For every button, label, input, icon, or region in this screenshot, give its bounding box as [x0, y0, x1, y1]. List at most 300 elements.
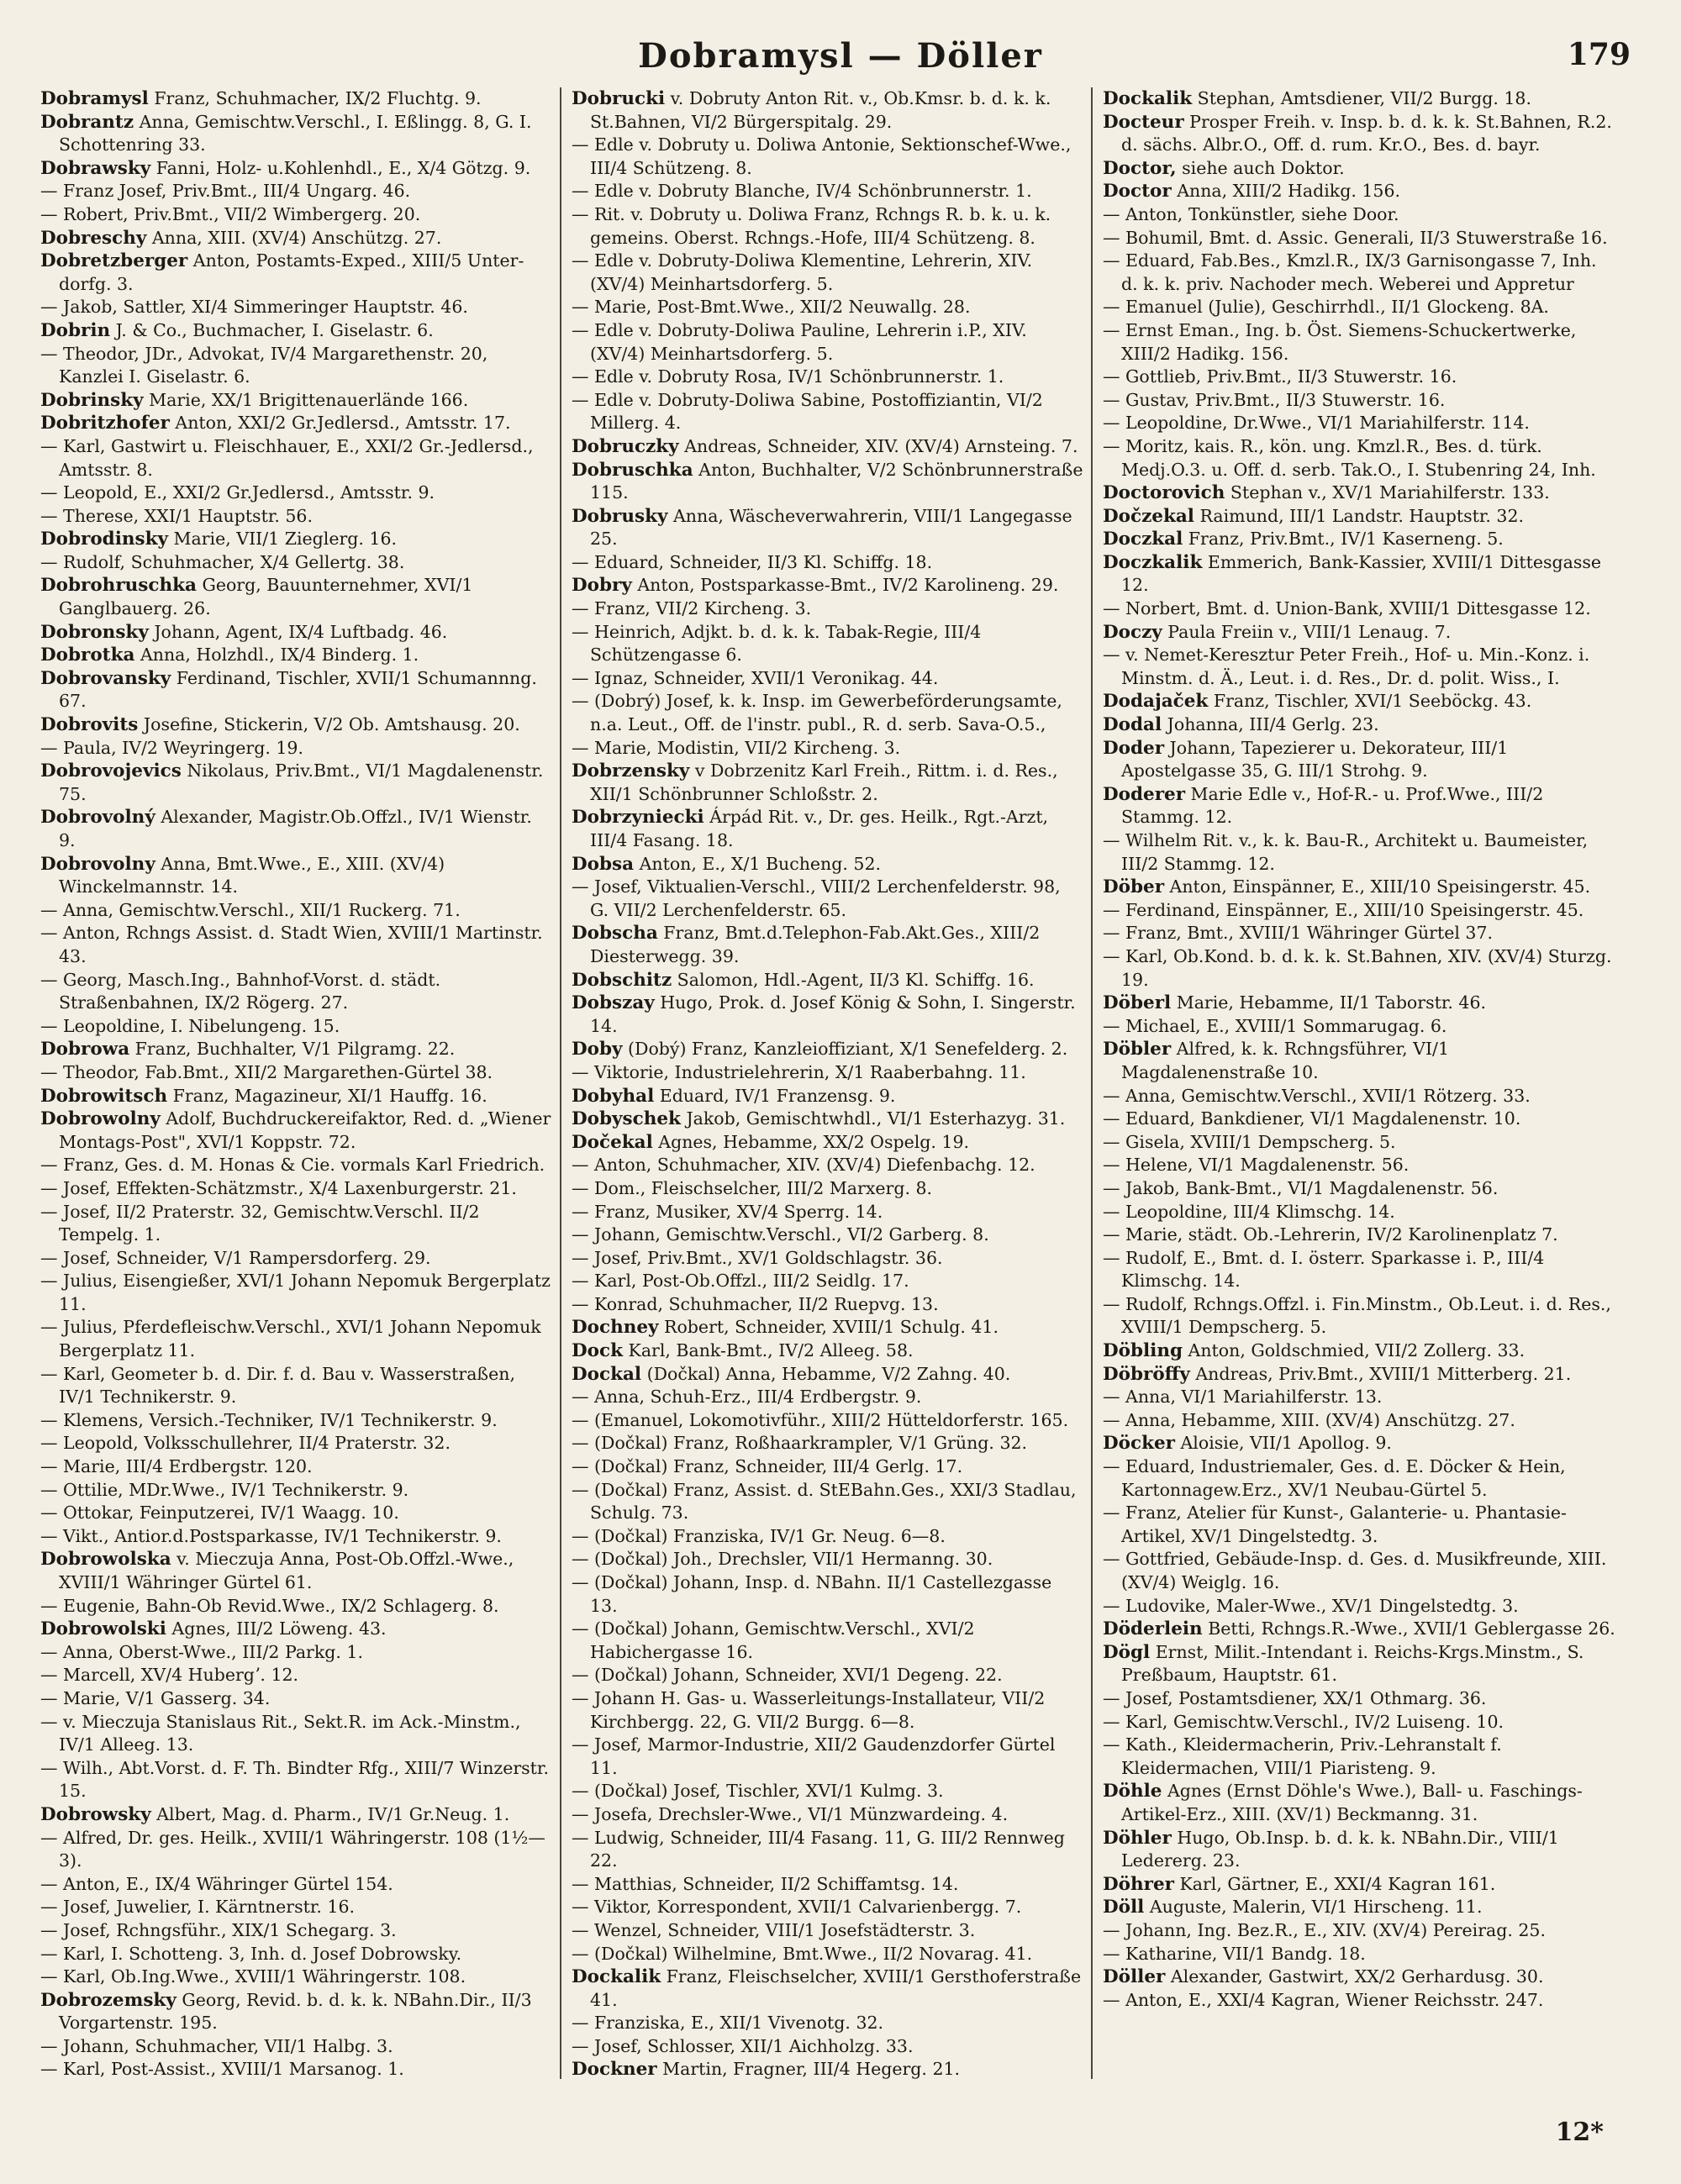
entry-details: — Rudolf, Schuhmacher, X/4 Gellertg. 38. — [40, 551, 405, 572]
directory-entry — [572, 1896, 1084, 1919]
directory-entry — [40, 1270, 553, 1316]
directory-entry — [572, 1780, 1084, 1803]
entry-details: — Anna, Gemischtw.Verschl., XVII/1 Rötzerg. 33. — [1103, 1085, 1531, 1106]
entry-details: — Marie, III/4 Erdbergstr. 120. — [40, 1456, 313, 1477]
directory-entry — [1103, 1455, 1615, 1502]
directory-entry — [1103, 1247, 1615, 1293]
directory-column-2 — [572, 87, 1084, 2079]
directory-entry — [1103, 389, 1615, 413]
entry-details: — Gottlieb, Priv.Bmt., II/3 Stuwerstr. 16. — [1103, 366, 1457, 387]
entry-details: — Ludwig, Schneider, III/4 Fasang. 11, G. III/2 Rennweg 22. — [572, 1827, 1065, 1871]
entry-surname: Dobramysl — [40, 88, 149, 109]
entry-details: Andreas, Schneider, XIV. (XV/4) Arnsteing. 7. — [678, 435, 1078, 456]
entry-surname: Doczkal — [1103, 529, 1183, 550]
directory-entry — [40, 1409, 553, 1433]
entry-details: Ferdinand, Tischler, XVII/1 Schumannng. 67. — [59, 667, 537, 712]
directory-column-1 — [40, 87, 553, 2079]
directory-entry — [40, 1061, 553, 1085]
directory-entry — [572, 1108, 1084, 1131]
directory-entry — [1103, 1618, 1615, 1641]
column-divider — [560, 87, 561, 2079]
directory-entry — [572, 876, 1084, 922]
entry-surname: Docteur — [1103, 111, 1184, 133]
entry-details: — Eduard, Fab.Bes., Kmzl.R., IX/3 Garnisongasse 7, Inh. d. k. k. priv. Nachoder mech. Weberei und Appretur — [1103, 250, 1597, 294]
entry-details: Georg, Bauunternehmer, XVI/1 Ganglbauerg. 26. — [59, 575, 473, 619]
entry-surname: Doczy — [1103, 621, 1162, 643]
column-divider — [1091, 87, 1093, 2079]
entry-details: Emmerich, Bank-Kassier, XVIII/1 Dittesgasse 12. — [1121, 551, 1602, 596]
entry-details: Anton, Postamts-Exped., XIII/5 Unter-dorfg. 3. — [59, 250, 524, 294]
directory-entry — [40, 1177, 553, 1201]
directory-entry — [40, 667, 553, 713]
entry-details: Agnes, Hebamme, XX/2 Ospelg. 19. — [652, 1131, 970, 1152]
directory-entry — [572, 1038, 1084, 1061]
entry-details: — Marie, V/1 Gasserg. 34. — [40, 1687, 271, 1708]
entry-details: — Viktor, Korrespondent, XVII/1 Calvarienbergg. 7. — [572, 1897, 1022, 1918]
entry-surname: Doczkalik — [1103, 551, 1203, 573]
directory-entry — [1103, 482, 1615, 505]
entry-details: — (Dočkal) Johann, Gemischtw.Verschl., XVI/2 Habichergasse 16. — [572, 1618, 975, 1662]
entry-details: — Leopoldine, Dr.Wwe., VI/1 Mariahilferstr. 114. — [1103, 413, 1530, 434]
directory-entry — [572, 853, 1084, 876]
directory-entry — [40, 389, 553, 413]
directory-entry — [40, 1595, 553, 1618]
entry-details: Georg, Revid. b. d. k. k. NBahn.Dir., II/3 Vorgartenstr. 195. — [59, 1989, 532, 2034]
directory-entry — [40, 1757, 553, 1803]
entry-details: Agnes, III/2 Löweng. 43. — [166, 1618, 387, 1639]
directory-entry — [572, 1154, 1084, 1177]
entry-surname: Doctor — [1103, 181, 1172, 203]
entry-details: Anton, Postsparkasse-Bmt., IV/2 Karolineng. 29. — [631, 575, 1059, 596]
directory-entry — [1103, 945, 1615, 992]
directory-entry — [1103, 1224, 1615, 1247]
entry-details: Marie, VII/1 Zieglerg. 16. — [168, 529, 398, 550]
directory-entry — [40, 1943, 553, 1966]
directory-entry — [1103, 366, 1615, 389]
directory-entry — [1103, 227, 1615, 250]
directory-entry — [572, 180, 1084, 203]
directory-entry — [572, 1061, 1084, 1085]
entry-surname: Dobrozemsky — [40, 1989, 177, 2011]
entry-details: — Edle v. Dobruty Blanche, IV/4 Schönbrunnerstr. 1. — [572, 181, 1032, 202]
entry-details: (Dočkal) Anna, Hebamme, V/2 Zahng. 40. — [641, 1363, 1011, 1384]
entry-surname: Dobrusky — [572, 505, 668, 527]
directory-entry — [572, 1363, 1084, 1387]
entry-surname: Dobrodinsky — [40, 529, 169, 550]
directory-entry — [40, 1038, 553, 1061]
entry-details: — Anna, Schuh-Erz., III/4 Erdbergstr. 9. — [572, 1387, 922, 1408]
entry-details: — Franz, Ges. d. M. Honas & Cie. vormals Karl Friedrich. — [40, 1155, 545, 1176]
directory-entry — [1103, 922, 1615, 945]
entry-surname: Döderlein — [1103, 1618, 1203, 1640]
entry-surname: Doderer — [1103, 783, 1186, 805]
entry-details: — Marie, städt. Ob.-Lehrerin, IV/2 Karolinenplatz 7. — [1103, 1224, 1558, 1245]
entry-details: Franz, Magazineur, XI/1 Hauffg. 16. — [167, 1085, 487, 1106]
entry-details: — Therese, XXI/1 Hauptstr. 56. — [40, 505, 313, 526]
entry-details: — Josef, Effekten-Schätzmstr., X/4 Laxenburgerstr. 21. — [40, 1177, 517, 1198]
directory-entry — [572, 1618, 1084, 1664]
directory-entry — [1103, 1108, 1615, 1131]
directory-entry — [572, 1687, 1084, 1734]
entry-details: Nikolaus, Priv.Bmt., VI/1 Magdalenenstr. 75. — [59, 760, 544, 804]
directory-entry — [572, 1247, 1084, 1271]
entry-details: v. Dobruty Anton Rit. v., Ob.Kmsr. b. d. k. k. St.Bahnen, VI/2 Bürgerspitalg. 29. — [590, 88, 1051, 132]
entry-details: — Eduard, Bankdiener, VI/1 Magdalenenstr. 10. — [1103, 1108, 1521, 1129]
directory-entry — [1103, 1687, 1615, 1711]
entry-details: — Eduard, Schneider, II/3 Kl. Schiffg. 18. — [572, 551, 933, 572]
directory-entry — [40, 343, 553, 389]
entry-surname: Dobritzhofer — [40, 413, 170, 434]
directory-entry — [40, 621, 553, 645]
directory-entry — [40, 250, 553, 296]
directory-entry — [40, 505, 553, 529]
directory-entry — [1103, 992, 1615, 1015]
entry-details: Anton, Einspänner, E., XIII/10 Speisingerstr. 45. — [1164, 876, 1591, 897]
entry-details: Anna, Wäscheverwahrerin, VIII/1 Langegasse 25. — [590, 505, 1072, 550]
entry-details: — Anton, E., XXI/4 Kagran, Wiener Reichsstr. 247. — [1103, 1989, 1544, 2010]
entry-surname: Döhle — [1103, 1781, 1162, 1802]
directory-entry — [40, 1711, 553, 1757]
entry-surname: Dobrovansky — [40, 667, 171, 689]
entry-surname: Döber — [1103, 876, 1165, 898]
directory-entry — [572, 1455, 1084, 1479]
entry-details: — Gustav, Priv.Bmt., II/3 Stuwerstr. 16. — [1103, 389, 1446, 410]
directory-entry — [40, 737, 553, 760]
directory-entry — [40, 1548, 553, 1594]
directory-entry — [1103, 1989, 1615, 2013]
entry-details: — Franz, Bmt., XVIII/1 Währinger Gürtel 37. — [1103, 923, 1494, 944]
entry-details: — Karl, Gastwirt u. Fleischhauer, E., XXI/2 Gr.-Jedlersd., Amtsstr. 8. — [40, 435, 534, 480]
entry-surname: Dockal — [572, 1363, 642, 1385]
entry-details: — Leopoldine, I. Nibelungeng. 15. — [40, 1015, 340, 1036]
entry-surname: Dockalik — [572, 1966, 661, 1988]
directory-entry — [572, 2035, 1084, 2059]
directory-entry — [1103, 737, 1615, 783]
entry-details: — Anton, Rchngs Assist. d. Stadt Wien, XVIII/1 Martinstr. 43. — [40, 923, 543, 966]
entry-details: — Helene, VI/1 Magdalenenstr. 56. — [1103, 1155, 1410, 1176]
directory-entry — [572, 459, 1084, 505]
directory-entry — [1103, 1015, 1615, 1039]
entry-details: — Marcell, XV/4 Hubergʼ. 12. — [40, 1665, 299, 1686]
entry-details: — Josef, Schlosser, XII/1 Aichholzg. 33. — [572, 2035, 914, 2056]
entry-details: — Anna, Gemischtw.Verschl., XII/1 Ruckerg. 71. — [40, 899, 461, 920]
entry-details: Fanni, Holz- u.Kohlenhdl., E., X/4 Götzg. 9. — [150, 157, 531, 178]
entry-surname: Dobronsky — [40, 621, 149, 643]
entry-details: — (Dočkal) Franz, Schneider, III/4 Gerlg. 17. — [572, 1456, 963, 1477]
entry-details: (Dobý) Franz, Kanzleioffiziant, X/1 Senefelderg. 2. — [622, 1039, 1068, 1060]
entry-surname: Doctor, — [1103, 157, 1177, 179]
entry-details: — Ignaz, Schneider, XVII/1 Veronikag. 44. — [572, 667, 939, 688]
entry-details: Franz, Fleischselcher, XVIII/1 Gersthoferstraße 41. — [590, 1966, 1082, 2010]
entry-surname: Dočzekal — [1103, 505, 1194, 527]
directory-entry — [1103, 621, 1615, 645]
entry-surname: Dochney — [572, 1317, 659, 1339]
entry-details: — Ernst Eman., Ing. b. Öst. Siemens-Schuckertwerke, XIII/2 Hadikg. 156. — [1103, 319, 1577, 364]
directory-entry — [572, 389, 1084, 435]
directory-entry — [1103, 505, 1615, 529]
entry-surname: Dobrowolny — [40, 1108, 161, 1130]
entry-details: — Leopold, E., XXI/2 Gr.Jedlersd., Amtsstr. 9. — [40, 482, 435, 503]
entry-details: — Edle v. Dobruty-Doliwa Pauline, Lehrerin i.P., XIV. (XV/4) Meinhartsdorferg. 5. — [572, 319, 1027, 364]
entry-details: — Theodor, Fab.Bmt., XII/2 Margarethen-Gürtel 38. — [40, 1061, 493, 1082]
directory-entry — [40, 922, 553, 968]
entry-surname: Dögl — [1103, 1641, 1151, 1663]
entry-details: Anton, E., X/1 Bucheng. 52. — [634, 853, 882, 874]
entry-details: — (Dočkal) Franz, Roßhaarkrampler, V/1 Grüng. 32. — [572, 1433, 1028, 1454]
directory-entry — [40, 203, 553, 227]
entry-surname: Dobrovits — [40, 714, 139, 736]
directory-entry — [572, 1201, 1084, 1224]
entry-details: — Edle v. Dobruty u. Doliwa Antonie, Sektionschef-Wwe., III/4 Schützeng. 8. — [572, 134, 1072, 178]
entry-surname: Dobszay — [572, 992, 655, 1014]
directory-entry — [40, 296, 553, 319]
entry-details: — Viktorie, Industrielehrerin, X/1 Raaberbahng. 11. — [572, 1061, 1026, 1082]
entry-details: — Josef, Postamtsdiener, XX/1 Othmarg. 36. — [1103, 1687, 1487, 1708]
entry-details: Anna, Holzhdl., IX/4 Binderg. 1. — [134, 645, 419, 666]
directory-entry — [40, 482, 553, 505]
directory-entry — [572, 1525, 1084, 1549]
entry-surname: Dobrin — [40, 319, 111, 341]
directory-entry — [572, 1873, 1084, 1897]
entry-details: Ernst, Milit.-Intendant i. Reichs-Krgs.Minstm., S. Preßbaum, Hauptstr. 61. — [1121, 1641, 1584, 1686]
entry-details: — Josef, Juwelier, I. Kärntnerstr. 16. — [40, 1897, 356, 1918]
entry-surname: Döhrer — [1103, 1873, 1174, 1895]
entry-surname: Dobrovojevics — [40, 760, 182, 782]
directory-entry — [1103, 1827, 1615, 1873]
directory-entry — [40, 1641, 553, 1665]
directory-entry — [40, 1201, 553, 1247]
directory-entry — [40, 1154, 553, 1177]
directory-entry — [572, 1085, 1084, 1108]
directory-entry — [1103, 551, 1615, 597]
directory-entry — [572, 992, 1084, 1038]
entry-details: — Gottfried, Gebäude-Insp. d. Ges. d. Musikfreunde, XIII. (XV/4) Weiglg. 16. — [1103, 1549, 1607, 1592]
entry-surname: Döhler — [1103, 1827, 1172, 1849]
entry-details: Marie, Hebamme, II/1 Taborstr. 46. — [1171, 992, 1487, 1013]
entry-surname: Dobrucki — [572, 88, 666, 109]
directory-entry — [40, 713, 553, 737]
entry-details: — Franz, Atelier für Kunst-, Galanterie- u. Phantasie-Artikel, XV/1 Dingelstedtg. 3. — [1103, 1502, 1567, 1546]
entry-surname: Doby — [572, 1039, 623, 1060]
entry-details: — Marie, Post-Bmt.Wwe., XII/2 Neuwallg. 28. — [572, 297, 971, 318]
directory-entry — [40, 1919, 553, 1943]
directory-entry — [572, 1131, 1084, 1155]
directory-entry — [572, 1479, 1084, 1525]
entry-details: — Norbert, Bmt. d. Union-Bank, XVIII/1 Dittesgasse 12. — [1103, 598, 1591, 619]
entry-details: — Johann, Ing. Bez.R., E., XIV. (XV/4) Pereirag. 25. — [1103, 1919, 1546, 1940]
entry-surname: Dobrinsky — [40, 389, 144, 411]
directory-entry — [40, 1989, 553, 2035]
entry-details: Karl, Gärtner, E., XXI/4 Kagran 161. — [1173, 1873, 1496, 1894]
directory-entry — [1103, 1966, 1615, 1989]
page-title: Dobramysl — Döller — [638, 35, 1043, 76]
directory-entry — [1103, 1919, 1615, 1943]
entry-details: Salomon, Hdl.-Agent, II/3 Kl. Schiffg. 16. — [672, 969, 1035, 990]
directory-entry — [1103, 1548, 1615, 1594]
directory-entry — [40, 969, 553, 1015]
entry-details: — v. Mieczuja Stanislaus Rit., Sekt.R. im Ack.-Minstm., IV/1 Alleeg. 13. — [40, 1711, 521, 1755]
entry-details: Franz, Bmt.d.Telephon-Fab.Akt.Ges., XIII/2 Diesterwegg. 39. — [590, 923, 1041, 966]
entry-surname: Dobrowitsch — [40, 1085, 168, 1107]
entry-details: Franz, Schuhmacher, IX/2 Fluchtg. 9. — [148, 88, 482, 108]
entry-details: — Karl, Post-Ob.Offzl., III/2 Seidlg. 17. — [572, 1271, 909, 1292]
directory-entry — [1103, 435, 1615, 482]
directory-entry — [572, 87, 1084, 134]
entry-details: — Josef, II/2 Praterstr. 32, Gemischtw.Verschl. II/2 Tempelg. 1. — [40, 1201, 480, 1245]
entry-surname: Döbröffy — [1103, 1363, 1190, 1385]
directory-entry — [40, 1525, 553, 1549]
entry-surname: Doder — [1103, 737, 1165, 759]
directory-entry — [1103, 1502, 1615, 1548]
entry-details: — Jakob, Bank-Bmt., VI/1 Magdalenenstr. 56. — [1103, 1177, 1499, 1198]
entry-details: Stephan v., XV/1 Mariahilferstr. 133. — [1225, 482, 1550, 503]
directory-entry — [1103, 1734, 1615, 1780]
entry-details: v Dobrzenitz Karl Freih., Rittm. i. d. Res., XII/1 Schönbrunner Schloßstr. 2. — [590, 760, 1058, 804]
entry-details: — Edle v. Dobruty-Doliwa Sabine, Postoffiziantin, VI/2 Millerg. 4. — [572, 389, 1043, 434]
entry-details: — v. Nemet-Keresztur Peter Freih., Hof- u. Min.-Konz. i. Minstm. d. Ä., Leut. i. d. Res., Dr. d. polit. Wiss., I. — [1103, 645, 1590, 688]
directory-entry — [1103, 1293, 1615, 1339]
directory-entry — [1103, 1780, 1615, 1826]
entry-details: Alexander, Gastwirt, XX/2 Gerhardusg. 30. — [1165, 1966, 1544, 1987]
entry-details: Anton, Buchhalter, V/2 Schönbrunnerstraße 115. — [590, 459, 1083, 503]
entry-details: Anna, Bmt.Wwe., E., XIII. (XV/4) Winckelmannstr. 14. — [59, 853, 445, 897]
entry-surname: Dobscha — [572, 923, 658, 945]
entry-details: Anna, Gemischtw.Verschl., I. Eßlingg. 8, G. I. Schottenring 33. — [59, 111, 532, 155]
directory-entry — [572, 574, 1084, 597]
entry-surname: Dockalik — [1103, 88, 1193, 109]
directory-entry — [40, 1873, 553, 1897]
entry-details: — Anna, VI/1 Mariahilferstr. 13. — [1103, 1387, 1383, 1408]
entry-details: — Josef, Priv.Bmt., XV/1 Goldschlagstr. 36. — [572, 1247, 943, 1268]
directory-entry — [1103, 1595, 1615, 1618]
entry-details: — Jakob, Sattler, XI/4 Simmeringer Hauptstr. 46. — [40, 297, 468, 318]
entry-details: Josefine, Stickerin, V/2 Ob. Amtshausg. 20. — [138, 714, 520, 735]
directory-entry — [572, 435, 1084, 459]
entry-details: — Karl, Geometer b. d. Dir. f. d. Bau v. Wasserstraßen, IV/1 Technikerstr. 9. — [40, 1363, 515, 1408]
directory-entry — [572, 1432, 1084, 1455]
directory-entry — [572, 134, 1084, 180]
entry-details: — (Dočkal) Joh., Drechsler, VII/1 Hermanng. 30. — [572, 1549, 993, 1570]
directory-entry — [40, 1803, 553, 1827]
directory-entry — [1103, 1386, 1615, 1409]
entry-details: — Franziska, E., XII/1 Vivenotg. 32. — [572, 2013, 884, 2034]
directory-entry — [1103, 690, 1615, 713]
directory-entry — [40, 1108, 553, 1154]
directory-entry — [1103, 1177, 1615, 1201]
entry-details: Hugo, Prok. d. Josef König & Sohn, I. Singerstr. 14. — [590, 992, 1076, 1036]
entry-surname: Doctorovich — [1103, 482, 1225, 504]
directory-entry — [40, 1687, 553, 1711]
entry-details: — Johann, Schuhmacher, VII/1 Halbg. 3. — [40, 2035, 393, 2056]
entry-details: Stephan, Amtsdiener, VII/2 Burgg. 18. — [1192, 88, 1531, 108]
directory-entry — [1103, 1711, 1615, 1734]
entry-details: — Karl, I. Schotteng. 3, Inh. d. Josef Dobrowsky. — [40, 1943, 462, 1964]
directory-entry — [1103, 783, 1615, 829]
directory-entry — [1103, 250, 1615, 296]
directory-entry — [40, 760, 553, 806]
entry-details: Franz, Buchhalter, V/1 Pilgramg. 22. — [129, 1039, 456, 1060]
entry-details: Hugo, Ob.Insp. b. d. k. k. NBahn.Dir., VIII/1 Ledererg. 23. — [1121, 1827, 1559, 1871]
entry-details: — Karl, Ob.Ing.Wwe., XVIII/1 Währingerstr. 108. — [40, 1966, 466, 1987]
entry-surname: Dobrzensky — [572, 760, 690, 782]
entry-surname: Dobretzberger — [40, 250, 188, 272]
entry-details: — Josef, Rchngsführ., XIX/1 Schegarg. 3. — [40, 1919, 397, 1940]
directory-entry — [1103, 1201, 1615, 1224]
entry-details: — Franz Josef, Priv.Bmt., III/4 Ungarg. 46. — [40, 181, 411, 202]
entry-details: — Kath., Kleidermacherin, Priv.-Lehranstalt f. Kleidermachen, VIII/1 Piaristeng. 9. — [1103, 1734, 1502, 1778]
entry-details: Johanna, III/4 Gerlg. 23. — [1162, 714, 1379, 735]
entry-details: — Robert, Priv.Bmt., VII/2 Wimbergerg. 20. — [40, 203, 421, 224]
entry-surname: Dobrotka — [40, 645, 135, 666]
directory-entry — [40, 1502, 553, 1525]
directory-entry — [40, 574, 553, 620]
entry-details: — (Emanuel, Lokomotivführ., XIII/2 Hütteldorferstr. 165. — [572, 1409, 1069, 1430]
directory-entry — [572, 969, 1084, 992]
entry-details: — Anton, Schuhmacher, XIV. (XV/4) Diefenbachg. 12. — [572, 1155, 1035, 1176]
directory-entry — [1103, 1873, 1615, 1897]
entry-details: — Eugenie, Bahn-Ob Revid.Wwe., IX/2 Schlagerg. 8. — [40, 1595, 499, 1616]
directory-entry — [572, 1409, 1084, 1433]
entry-details: Alexander, Magistr.Ob.Offzl., IV/1 Wienstr. 9. — [59, 807, 532, 850]
entry-surname: Dobrovolny — [40, 853, 155, 875]
entry-surname: Dobyschek — [572, 1108, 681, 1130]
entry-details: — Heinrich, Adjkt. b. d. k. k. Tabak-Regie, III/4 Schützengasse 6. — [572, 621, 982, 666]
entry-details: — Ottokar, Feinputzerei, IV/1 Waagg. 10. — [40, 1502, 399, 1524]
directory-entry — [1103, 1038, 1615, 1084]
entry-details: — Katharine, VII/1 Bandg. 18. — [1103, 1943, 1366, 1964]
entry-details: — Rudolf, E., Bmt. d. I. österr. Sparkasse i. P., III/4 Klimschg. 14. — [1103, 1247, 1545, 1292]
entry-details: — Eduard, Industriemaler, Ges. d. E. Döcker & Hein, Kartonnagew.Erz., XV/1 Neubau-Gürtel 5. — [1103, 1456, 1566, 1500]
entry-details: — Leopoldine, III/4 Klimschg. 14. — [1103, 1201, 1395, 1222]
directory-entry — [572, 1966, 1084, 2012]
directory-entry — [572, 250, 1084, 296]
directory-entry — [572, 203, 1084, 250]
entry-details: — Karl, Post-Assist., XVIII/1 Marsanog. 1. — [40, 2059, 404, 2079]
directory-entry — [572, 551, 1084, 575]
entry-details: Betti, Rchngs.R.-Wwe., XVII/1 Geblergasse 26. — [1202, 1618, 1615, 1639]
entry-details: Andreas, Priv.Bmt., XVIII/1 Mitterberg. 21. — [1189, 1363, 1572, 1384]
directory-entry — [40, 1316, 553, 1362]
directory-entry — [1103, 528, 1615, 551]
directory-entry — [572, 296, 1084, 319]
entry-details: — Karl, Gemischtw.Verschl., IV/2 Luiseng. 10. — [1103, 1711, 1504, 1732]
entry-details: Johann, Agent, IX/4 Luftbadg. 46. — [148, 621, 448, 642]
entry-surname: Dobyhal — [572, 1085, 655, 1107]
directory-entry — [1103, 713, 1615, 737]
signature-mark: 12* — [1555, 2118, 1604, 2147]
directory-entry — [1103, 1896, 1615, 1919]
entry-surname: Döbling — [1103, 1340, 1183, 1362]
entry-details: — (Dočkal) Franz, Assist. d. StEBahn.Ges., XXI/3 Stadlau, Schulg. 73. — [572, 1479, 1077, 1524]
entry-details: — Emanuel (Julie), Geschirrhdl., II/1 Glockeng. 8A. — [1103, 297, 1549, 318]
entry-details: — Wenzel, Schneider, VIII/1 Josefstädterstr. 3. — [572, 1919, 976, 1940]
entry-surname: Dockner — [572, 2059, 657, 2079]
directory-entry — [1103, 157, 1615, 181]
entry-surname: Dobschitz — [572, 969, 672, 991]
entry-details: — Franz, Musiker, XV/4 Sperrg. 14. — [572, 1201, 883, 1222]
entry-details: — Bohumil, Bmt. d. Assic. Generali, II/3 Stuwerstraße 16. — [1103, 227, 1608, 248]
entry-details: — Anton, Tonkünstler, siehe Door. — [1103, 203, 1399, 224]
directory-entry — [1103, 1409, 1615, 1433]
directory-entry — [1103, 1339, 1615, 1363]
directory-entry — [1103, 829, 1615, 876]
directory-entry — [40, 319, 553, 343]
entry-details: — Paula, IV/2 Weyringerg. 19. — [40, 737, 303, 758]
entry-details: Robert, Schneider, XVIII/1 Schulg. 41. — [658, 1317, 999, 1338]
directory-entry — [1103, 296, 1615, 319]
entry-details: Jakob, Gemischtwhdl., VI/1 Esterhazyg. 31. — [680, 1108, 1066, 1129]
directory-entry — [572, 922, 1084, 968]
